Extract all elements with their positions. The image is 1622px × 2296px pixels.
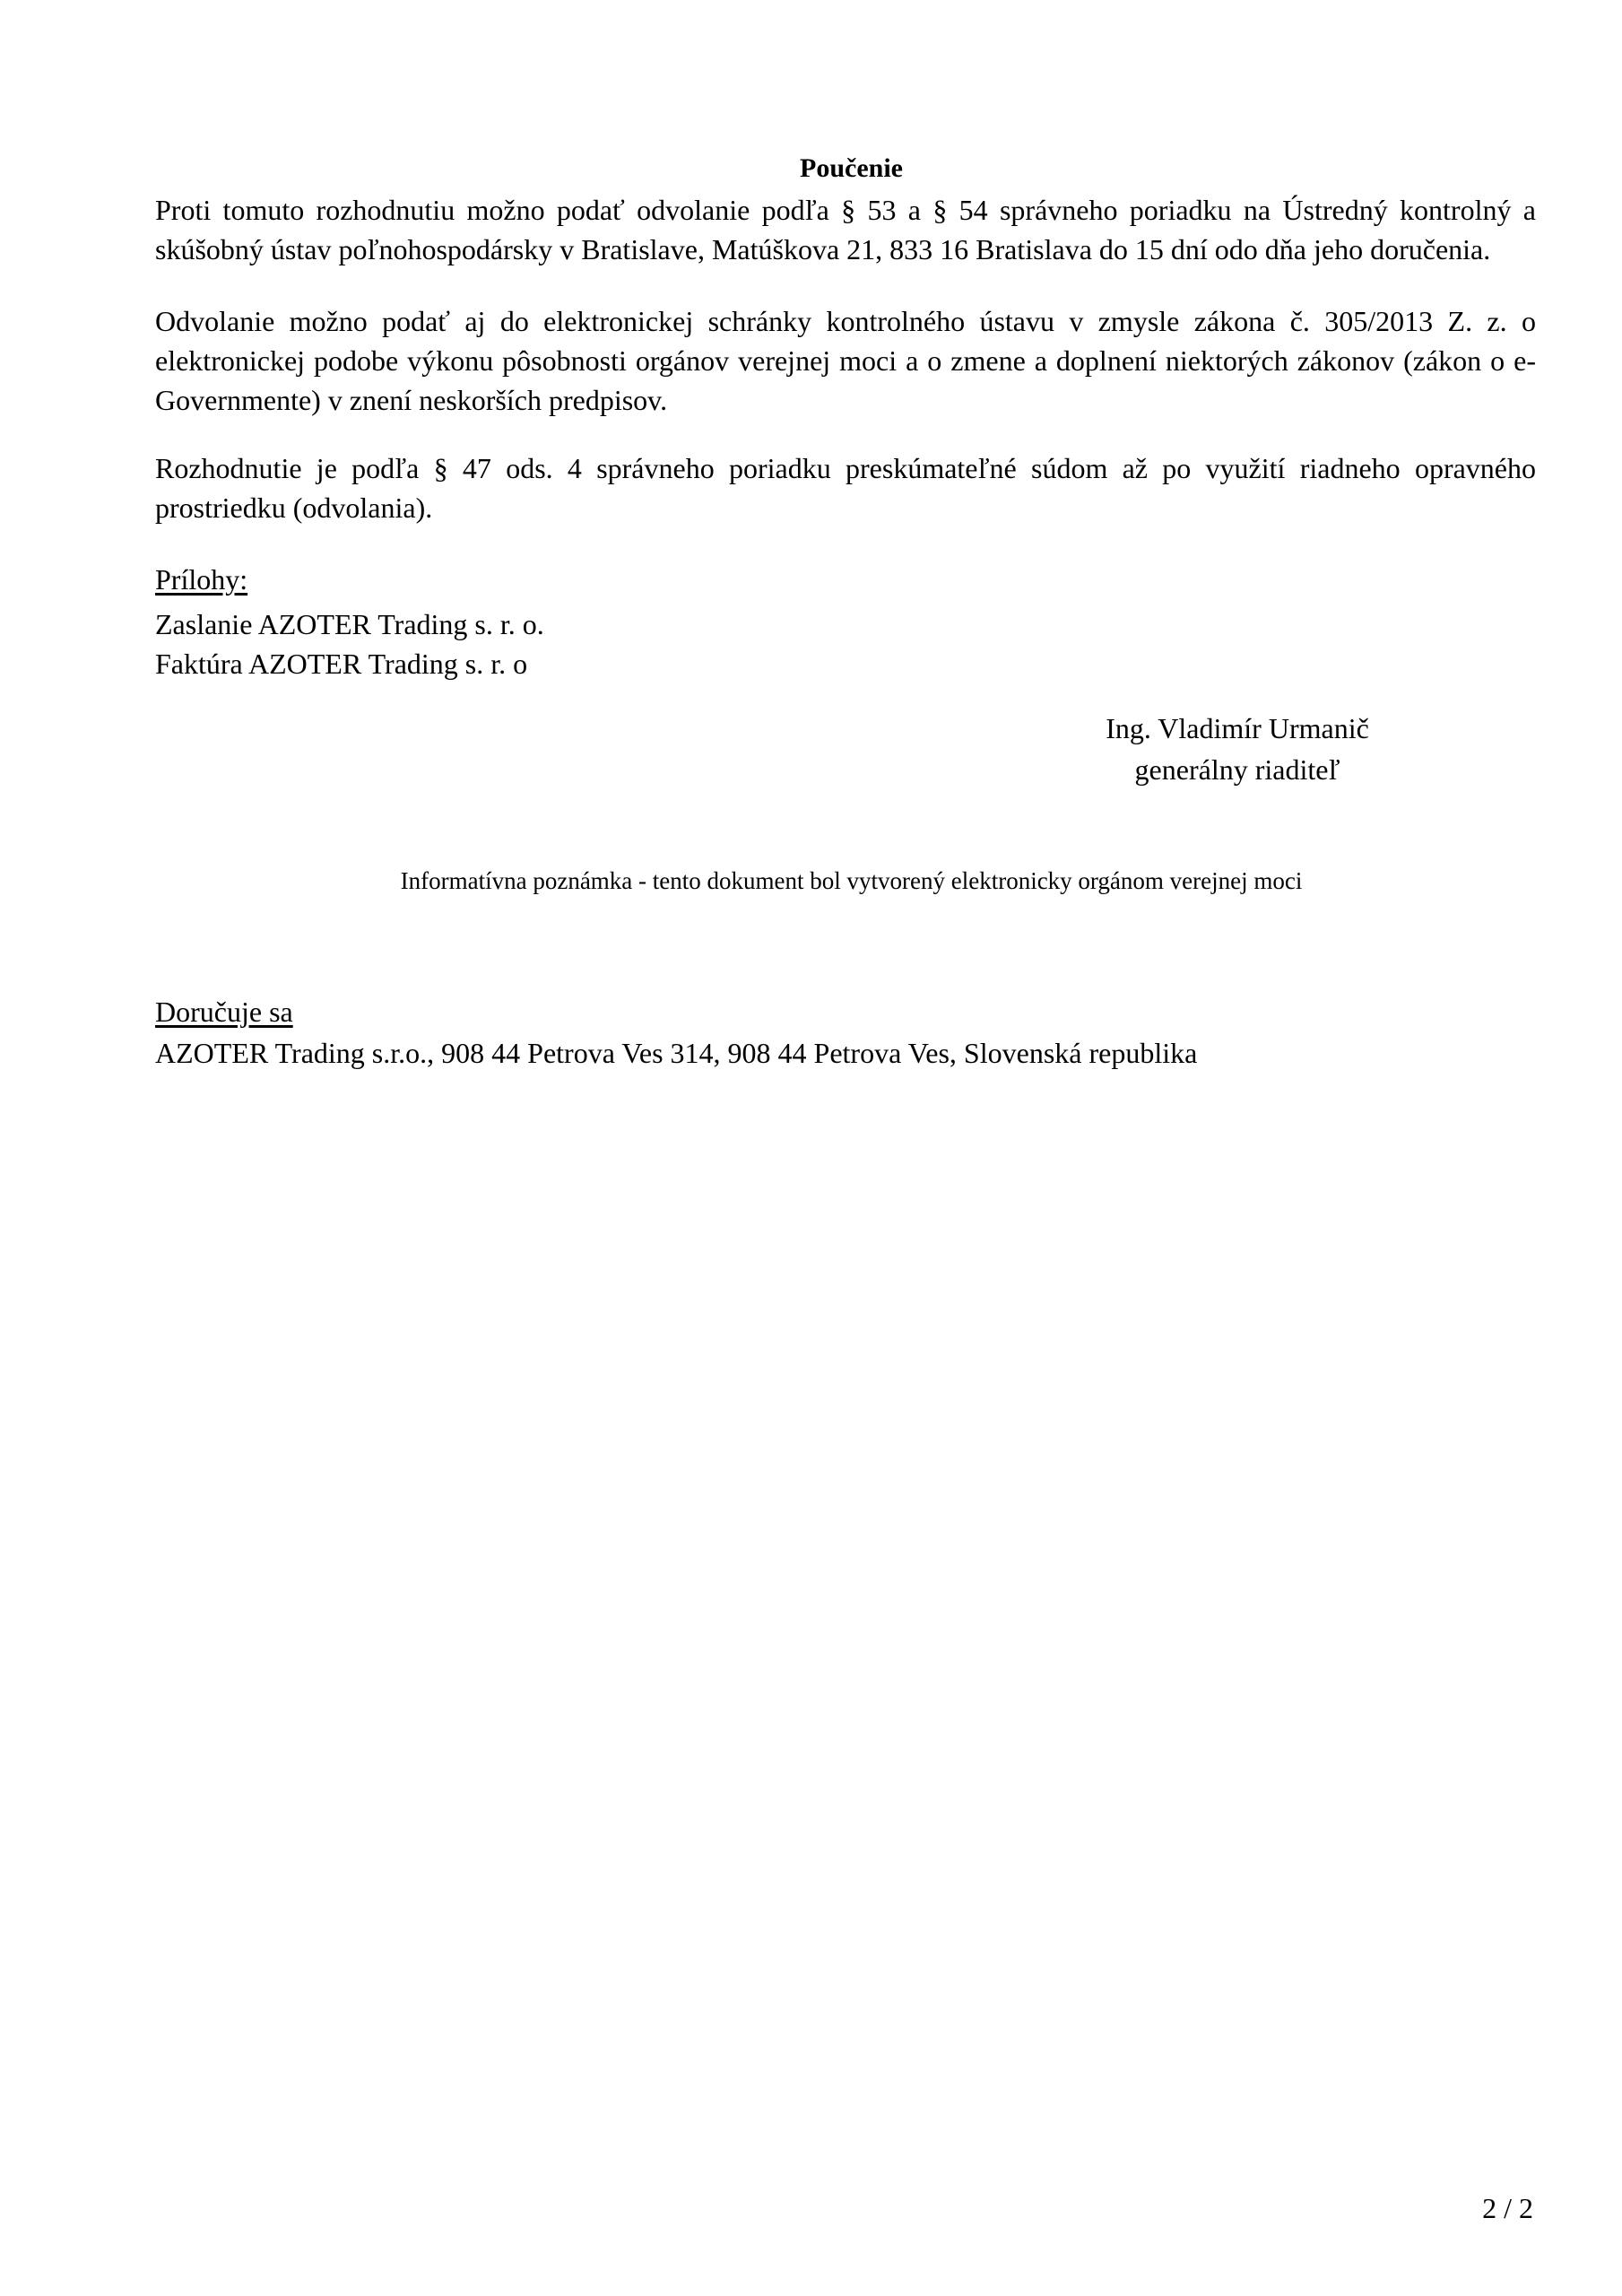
signatory-name: Ing. Vladimír Urmanič bbox=[1106, 712, 1369, 744]
court-review-paragraph: Rozhodnutie je podľa § 47 ods. 4 správneho poriadku preskúmateľné súdom až po využití riadneho opravného prostriedku (odvolania). bbox=[155, 452, 1536, 524]
attachments-label: Prílohy: bbox=[155, 563, 248, 596]
delivery-label: Doručuje sa bbox=[155, 996, 293, 1028]
electronic-appeal-paragraph: Odvolanie možno podať aj do elektronickej schránky kontrolného ústavu v zmysle zákona č. 305/2013 Z. z. o elektronickej podobe výkonu pôsobnosti orgánov verejnej moci a o zmene a doplnení niektorých zákonov (zákon o e-Governmente) v znení neskorších predpisov. bbox=[155, 305, 1536, 416]
attachment-item: Zaslanie AZOTER Trading s. r. o. bbox=[155, 608, 544, 640]
attachment-item: Faktúra AZOTER Trading s. r. o bbox=[155, 648, 528, 680]
informative-note: Informatívna poznámka - tento dokument bol vytvorený elektronicky orgánom verejnej moci bbox=[400, 867, 1303, 894]
page-number: 2 / 2 bbox=[1482, 2192, 1533, 2224]
appeal-paragraph: Proti tomuto rozhodnutiu možno podať odvolanie podľa § 53 a § 54 správneho poriadku na Ústredný kontrolný a skúšobný ústav poľnohospodársky v Bratislave, Matúškova 21, 833 16 Bratislava do 15 dní odo dňa jeho doručenia. bbox=[155, 194, 1536, 265]
delivery-recipient: AZOTER Trading s.r.o., 908 44 Petrova Ves 314, 908 44 Petrova Ves, Slovenská republika bbox=[155, 1037, 1198, 1069]
section-heading: Poučenie bbox=[800, 153, 903, 183]
signatory-title: generálny riaditeľ bbox=[1134, 753, 1340, 786]
